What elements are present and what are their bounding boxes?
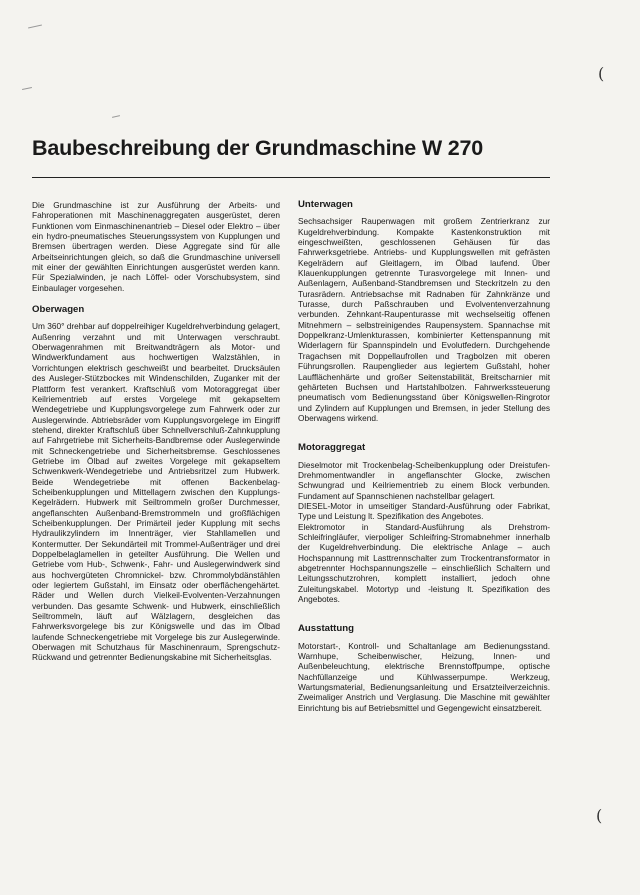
heading-unterwagen: Unterwagen bbox=[298, 199, 353, 210]
scan-mark bbox=[28, 25, 42, 29]
title-rule bbox=[32, 177, 550, 178]
page-title: Baubeschreibung der Grundmaschine W 270 bbox=[32, 136, 483, 160]
heading-ausstattung: Ausstattung bbox=[298, 623, 354, 635]
left-column bbox=[32, 200, 280, 663]
margin-bracket-mark-bottom: ( bbox=[596, 806, 603, 825]
oberwagen-paragraph: Um 360° drehbar auf doppelreihiger Kugeldrehverbindung gelagert, Außenring verzahnt und mit Unterwagen verschraubt. Oberwagenrahmen mit Breitwandträgern als Motor- und Windwerkfundament aus hochwertigen Walzstählen, in Vorrichtungen elektrisch geschweißt und bearbeitet. Drucksäulen des Ausleger-Stützbockes mit Windenschilden, Zuganker mit der Plattform fest verankert. Kraftschluß vom Motoraggregat über Keilriementrieb auf erstes Vorgelege mit gekapseltem Wendegetriebe und Kupplungsvorgelege zum Fahrwerk oder zur Auslegerwinde. Abtriebsräder vom Kupplungsvorgelege im Eingriff stehend, direkter Kraftschluß über Schnellverschluß-Zahnkupplung auf Fahrgetriebe mit Sicherheits-Bandbremse oder Auslegerwinde mit Schneckengetriebe und Sicherheitsbremse. Geschlossenes Getriebe im Ölbad auf zweites Vorgelege mit gekapseltem Schwenkwerk-Wendegetriebe und Antriebsritzel zum Hubwerk. Beide Wendegetriebe mit offenen Backenbelag-Scheibenkupplungen und Mittellagern zwischen den Kupplungs-Kegelrädern. Hubwerk mit Seiltrommeln großer Durchmesser, angeflanschten Außenband-Bremstrommeln und großflächigen Scheibenkupplungen. Der Primärteil jeder Kupplung mit sechs Hydraulikzylindern im Innenträger, vier Stahllamellen und Kontermutter. Der Sekundärteil mit Trommel-Außenträger und drei Doppelbelaglamellen in geteilter Ausführung. Die Wellen und Getriebe vom Hub-, Schwenk-, Fahr- und Auslegerwindwerk sind aus hochvergüteten Chromnickel- bzw. Chrommolybdänstählen oder legiertem Gußstahl, im Einsatz oder oberflächengehärtet. Räder und Wellen durch Vielkeil-Evolventen-Verzahnungen verbunden. Das gesamte Schwenk- und Hubwerk, einschließlich Seiltrommeln, läuft auf Wälzlagern, desgleichen das Fahrwerksvorgelege bis zur Königswelle und das im Ölbad laufende Schneckengetriebe mit Vorgelege bis zur Auslegerwinde. Oberwagen mit Schutzhaus für Maschinenraum, Sprengschutz-Rückwand und getrennter Bedienungskabine mit Sicherheitsglas. bbox=[32, 321, 280, 663]
motoraggregat-paragraph-3: Elektromotor in Standard-Ausführung als Drehstrom-Schleifringläufer, vierpoliger Schleifring-Stromabnehmer innerhalb der Kugeldrehverbindung. Die elektrische Anlage – auch Hochspannung mit Lasttrennschalter zum Trockentransformator in abgetrennter Hochspannungszelle – einschließlich Schaltern und Leitungsschutzrohren, komplett installiert, jedoch ohne Zuleitungskabel. Motortyp und -leistung lt. Spezifikation des Angebotes. bbox=[298, 521, 550, 605]
scan-mark bbox=[22, 87, 32, 90]
heading-motoraggregat: Motoraggregat bbox=[298, 442, 366, 454]
unterwagen-paragraph: Sechsachsiger Raupenwagen mit großem Zentrierkranz zur Kugeldrehverbindung. Kompakte Kastenkonstruktion mit eingeschweißten, geschlossenen Gehäusen für das Fahrwerksgetriebe. Antriebs- und Kupplungswellen mit gefrästen Kegelrädern auf Gleitlagern, im Ölbad laufend. Über Klauenkupplungen getrennte Turasvorgelege mit Innen- und Außenlagern, Außenband-Standbremsen und Steckritzeln zu den Turasrädern. Antriebsachse mit Radnaben für Zahnkränze und Turasse, durch Paßschrauben und Evolventenverzahnung verbunden. Zehnkant-Raupenturasse mit wechselseitig offenen Mitnehmern – selbstreinigendes Raupensystem. Spannachse mit Doppelkranz-Umlenkturassen, kombinierter Kettenspannung mit Widerlagern für Spannspindeln und Evolutfedern. Durchgehende Tragachsen mit Doppellaufrollen und Tragbolzen mit oberen Führungsrollen. Raupenglieder aus legiertem Gußstahl, hoher Laufflächenhärte und großer Seitenstabilität, Breitscharnier mit gehärteten Buchsen und Hartstahlbolzen. Fahrwerkssteuerung pneumatisch vom Bedienungsstand über Königswellen-Ringrotor und Zylindern auf Kupplungen und Bremsen, in jeder Stellung des Oberwagens wirkend. bbox=[298, 216, 550, 423]
margin-bracket-mark: ( bbox=[598, 64, 605, 83]
right-column bbox=[298, 200, 550, 713]
motoraggregat-paragraph-2: DIESEL-Motor in umseitiger Standard-Ausführung oder Fabrikat, Type und Leistung lt. Spezifikation des Angebotes. bbox=[298, 500, 550, 522]
ausstattung-paragraph: Motorstart-, Kontroll- und Schaltanlage am Bedienungsstand. Warnhupe, Scheibenwischer, Heizung, Innen- und Außenbeleuchtung, elektrische Brennstoffpumpe, optische Nachfüllanzeige und Kühlwasserpumpe. Werkzeug, Wartungsmaterial, Bedienungsanleitung und Ersatzteilverzeichnis. Zweimaliger Anstrich und Verglasung. Die Maschine mit gewählter Einrichtung bis auf Betriebsmittel und Gegengewicht einsatzbereit. bbox=[298, 640, 550, 713]
heading-oberwagen: Oberwagen bbox=[32, 304, 85, 316]
scan-mark bbox=[112, 115, 120, 118]
intro-paragraph: Die Grundmaschine ist zur Ausführung der Arbeits- und Fahroperationen mit Maschinenaggregaten ausgerüstet, deren Funktionen vom Einmaschinenantrieb – Diesel oder Elektro – über ein hydro-pneumatisches Steuerungssystem von Kupplungen und Bremsen übertragen werden. Diese Aggregate sind für alle Arbeitseinrichtungen gleich, so daß die Grundmaschine universell mit einer der gewählten Einrichtungen ausgerüstet werden kann. Für Spezialwinden, je nach Löffel- oder Vorschubsystem, sind Einbaulager vorgesehen. bbox=[32, 200, 280, 293]
motoraggregat-paragraph-1: Dieselmotor mit Trockenbelag-Scheibenkupplung oder Dreistufen-Drehmomentwandler in angeflanschter Glocke, zwischen Schwungrad und Keilriementrieb zu einem Block verbunden. Fundament auf Spannschienen nachstellbar gelagert. bbox=[298, 459, 550, 501]
